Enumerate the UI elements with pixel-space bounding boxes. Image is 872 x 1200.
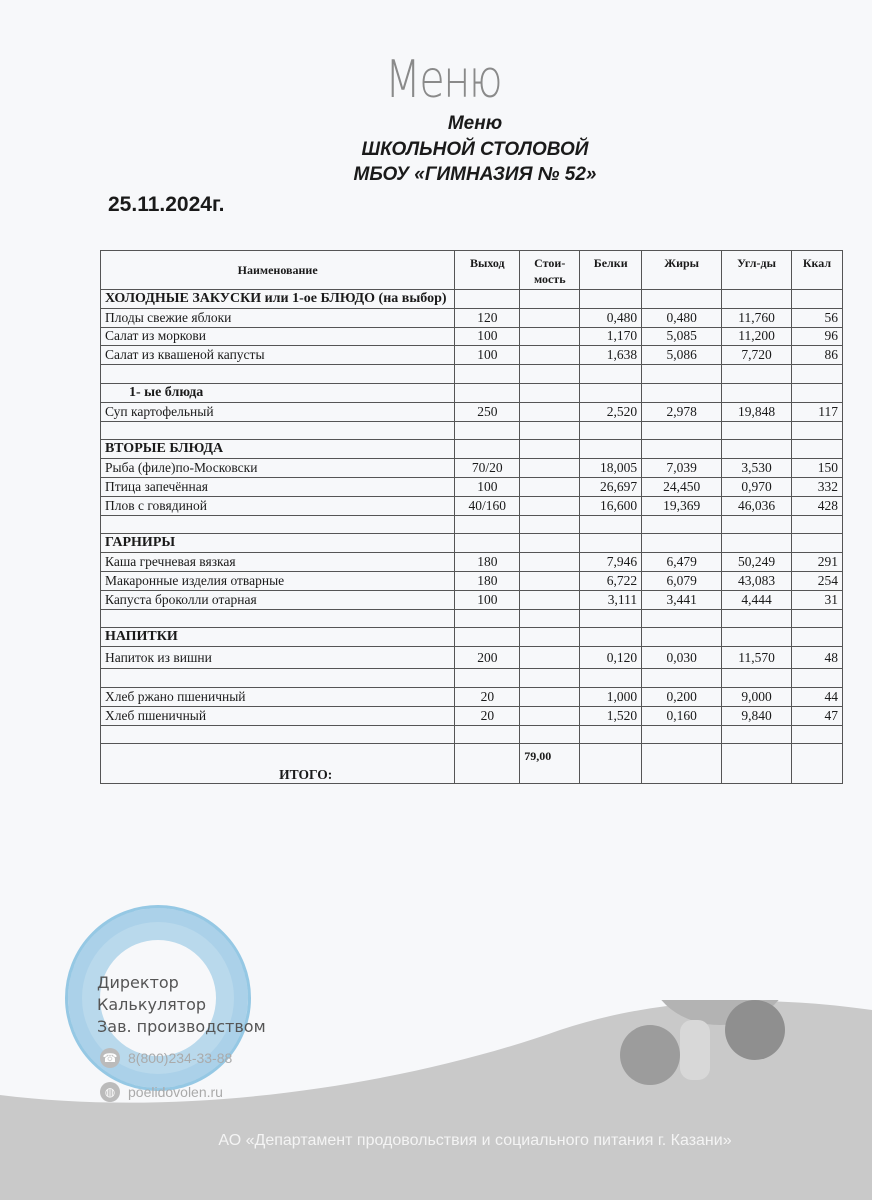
table-row: [101, 327, 843, 346]
dish-name: Салат из моркови: [101, 327, 455, 346]
dish-price: [520, 402, 580, 421]
dish-protein: 0,480: [580, 308, 642, 327]
footer-organization: АО «Департамент продовольствия и социального питания г. Казани»: [218, 1132, 732, 1149]
dish-fat: 0,160: [642, 706, 722, 725]
title-canteen: ШКОЛЬНОЙ СТОЛОВОЙ: [361, 139, 589, 160]
dish-output: 70/20: [455, 459, 520, 478]
total-row: [101, 744, 843, 784]
table-header-row: [101, 251, 843, 290]
dish-kcal: 47: [792, 706, 843, 725]
title-school: МБОУ «ГИМНАЗИЯ № 52»: [353, 164, 597, 185]
dish-carbs: 11,570: [722, 647, 792, 669]
col-name: Наименование: [101, 251, 455, 290]
dish-protein: 16,600: [580, 496, 642, 515]
section-title: ВТОРЫЕ БЛЮДА: [101, 440, 455, 459]
dish-kcal: 31: [792, 590, 843, 609]
dish-carbs: 9,840: [722, 706, 792, 725]
contact-site: [100, 1082, 223, 1102]
dish-carbs: 43,083: [722, 571, 792, 590]
dish-protein: 1,638: [580, 346, 642, 365]
dish-name: Капуста броколли отарная: [101, 590, 455, 609]
title-menu: Меню: [447, 113, 503, 134]
site-link[interactable]: poelidovolen.ru: [128, 1084, 223, 1100]
dish-output: 250: [455, 402, 520, 421]
dish-kcal: 48: [792, 647, 843, 669]
dish-price: [520, 687, 580, 706]
dish-output: 120: [455, 308, 520, 327]
total-label: ИТОГО:: [101, 744, 455, 784]
dish-price: [520, 590, 580, 609]
dish-price: [520, 459, 580, 478]
total-price: 79,00: [520, 744, 580, 784]
dish-fat: 0,030: [642, 647, 722, 669]
table-row: [101, 553, 843, 572]
dish-protein: 7,946: [580, 553, 642, 572]
dish-kcal: 117: [792, 402, 843, 421]
dish-price: [520, 477, 580, 496]
dish-carbs: 50,249: [722, 553, 792, 572]
table-row: [101, 308, 843, 327]
dish-carbs: 19,848: [722, 402, 792, 421]
dish-protein: 18,005: [580, 459, 642, 478]
dish-output: 100: [455, 477, 520, 496]
dish-kcal: 96: [792, 327, 843, 346]
table-row: [101, 346, 843, 365]
dish-protein: 1,170: [580, 327, 642, 346]
dish-name: Плов с говядиной: [101, 496, 455, 515]
dish-name: Макаронные изделия отварные: [101, 571, 455, 590]
dish-fat: 24,450: [642, 477, 722, 496]
dish-name: Напиток из вишни: [101, 647, 455, 669]
dish-output: 20: [455, 687, 520, 706]
dish-output: 100: [455, 327, 520, 346]
dish-kcal: 428: [792, 496, 843, 515]
dish-fat: 5,085: [642, 327, 722, 346]
dish-fat: 19,369: [642, 496, 722, 515]
phone-number: 8(800)234-33-88: [128, 1050, 233, 1066]
section-title: ГАРНИРЫ: [101, 534, 455, 553]
dish-protein: 3,111: [580, 590, 642, 609]
blank-row: [101, 515, 843, 534]
dish-output: 20: [455, 706, 520, 725]
dish-carbs: 7,720: [722, 346, 792, 365]
dish-fat: 2,978: [642, 402, 722, 421]
dish-kcal: 332: [792, 477, 843, 496]
col-carbs: Угл-ды: [722, 251, 792, 290]
dish-output: 180: [455, 553, 520, 572]
section-row: [101, 534, 843, 553]
dish-carbs: 0,970: [722, 477, 792, 496]
dish-output: 40/160: [455, 496, 520, 515]
col-protein: Белки: [580, 251, 642, 290]
table-row: [101, 496, 843, 515]
dish-price: [520, 327, 580, 346]
dish-kcal: 150: [792, 459, 843, 478]
dish-kcal: 56: [792, 308, 843, 327]
handwritten-menu-title: Меню: [385, 50, 502, 110]
contact-phone: [100, 1048, 232, 1068]
dish-carbs: 11,760: [722, 308, 792, 327]
dish-kcal: 254: [792, 571, 843, 590]
col-fat: Жиры: [642, 251, 722, 290]
dish-protein: 1,000: [580, 687, 642, 706]
section-title: 1- ые блюда: [101, 383, 455, 402]
section-row: [101, 383, 843, 402]
table-row: [101, 647, 843, 669]
dish-name: Рыба (филе)по-Московски: [101, 459, 455, 478]
dish-name: Хлеб пшеничный: [101, 706, 455, 725]
dish-protein: 1,520: [580, 706, 642, 725]
dish-carbs: 4,444: [722, 590, 792, 609]
dish-price: [520, 346, 580, 365]
blank-row: [101, 421, 843, 440]
dish-protein: 6,722: [580, 571, 642, 590]
dish-output: 180: [455, 571, 520, 590]
table-row: [101, 571, 843, 590]
signature-production: Зав. производством: [97, 1017, 266, 1036]
dish-carbs: 11,200: [722, 327, 792, 346]
blank-row: [101, 725, 843, 744]
section-row: [101, 290, 843, 309]
table-row: [101, 402, 843, 421]
dish-name: Салат из квашеной капусты: [101, 346, 455, 365]
dish-fat: 5,086: [642, 346, 722, 365]
dish-carbs: 46,036: [722, 496, 792, 515]
dish-fat: 7,039: [642, 459, 722, 478]
dish-carbs: 9,000: [722, 687, 792, 706]
dish-name: Суп картофельный: [101, 402, 455, 421]
dish-price: [520, 496, 580, 515]
dish-output: 200: [455, 647, 520, 669]
dish-price: [520, 308, 580, 327]
col-price: Стои-мость: [520, 251, 580, 290]
dish-protein: 26,697: [580, 477, 642, 496]
dish-protein: 2,520: [580, 402, 642, 421]
section-title: НАПИТКИ: [101, 628, 455, 647]
signature-calculator: Калькулятор: [97, 995, 207, 1014]
col-output: Выход: [455, 251, 520, 290]
table-row: [101, 590, 843, 609]
dish-fat: 0,200: [642, 687, 722, 706]
dish-fat: 0,480: [642, 308, 722, 327]
dish-name: Каша гречневая вязкая: [101, 553, 455, 572]
blank-row: [101, 669, 843, 688]
dish-carbs: 3,530: [722, 459, 792, 478]
section-row: [101, 628, 843, 647]
blank-row: [101, 609, 843, 628]
table-row: [101, 477, 843, 496]
dish-output: 100: [455, 346, 520, 365]
table-row: [101, 459, 843, 478]
dish-fat: 3,441: [642, 590, 722, 609]
dish-price: [520, 706, 580, 725]
menu-date: 25.11.2024г.: [108, 193, 225, 216]
dish-kcal: 44: [792, 687, 843, 706]
dish-output: 100: [455, 590, 520, 609]
dish-name: Хлеб ржано пшеничный: [101, 687, 455, 706]
table-row: [101, 687, 843, 706]
table-row: [101, 706, 843, 725]
menu-table: [100, 250, 843, 784]
section-title: ХОЛОДНЫЕ ЗАКУСКИ или 1-ое БЛЮДО (на выбор): [101, 290, 455, 309]
dish-name: Плоды свежие яблоки: [101, 308, 455, 327]
blank-row: [101, 365, 843, 384]
phone-icon: ☎: [100, 1048, 120, 1068]
dish-price: [520, 571, 580, 590]
dish-kcal: 86: [792, 346, 843, 365]
signature-director: Директор: [97, 973, 179, 992]
dish-fat: 6,079: [642, 571, 722, 590]
dish-protein: 0,120: [580, 647, 642, 669]
section-row: [101, 440, 843, 459]
dish-price: [520, 553, 580, 572]
globe-icon: ◍: [100, 1082, 120, 1102]
dish-name: Птица запечённая: [101, 477, 455, 496]
dish-kcal: 291: [792, 553, 843, 572]
dish-fat: 6,479: [642, 553, 722, 572]
col-kcal: Ккал: [792, 251, 843, 290]
dish-price: [520, 647, 580, 669]
